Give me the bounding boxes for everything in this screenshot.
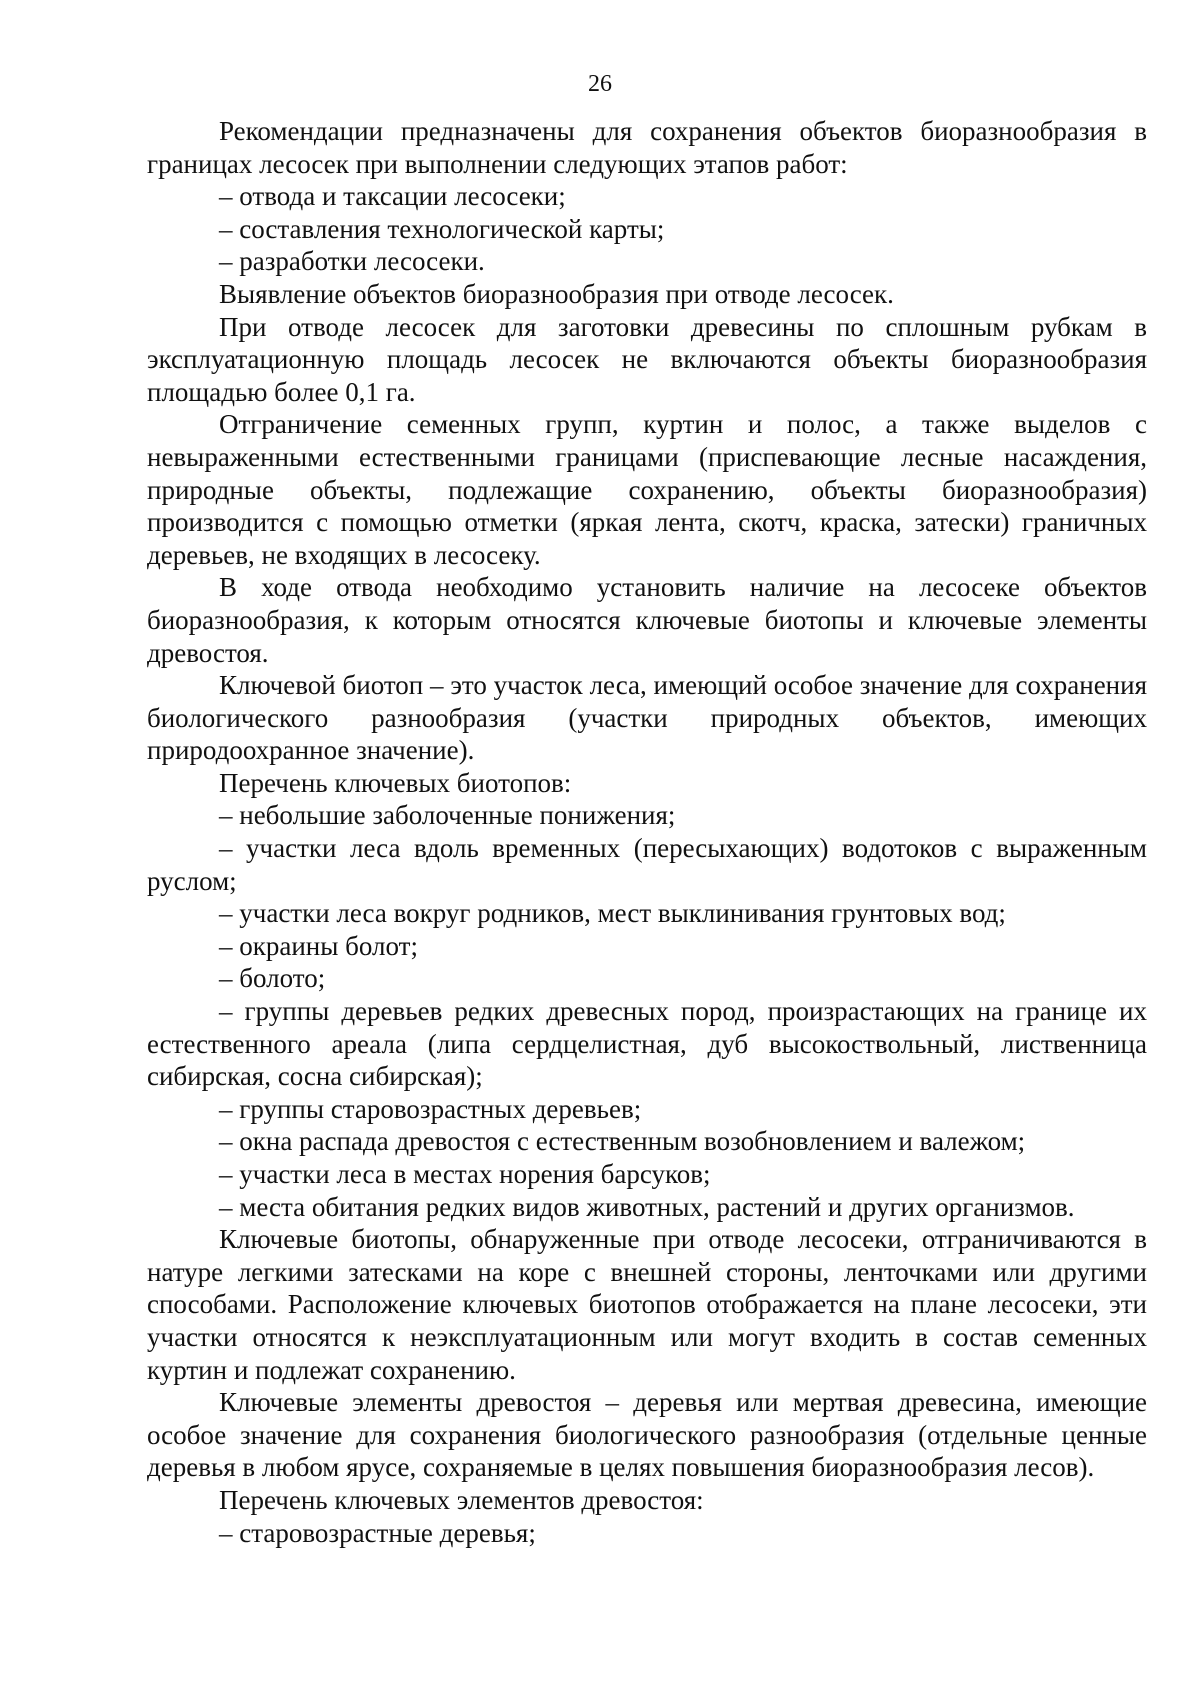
list-item: – небольшие заболоченные понижения; bbox=[219, 800, 676, 831]
list-item: – участки леса в местах норения барсуков; bbox=[219, 1159, 711, 1189]
list-item: – группы старовозрастных деревьев; bbox=[219, 1093, 642, 1124]
list-item: – отвода и таксации лесосеки; bbox=[219, 181, 566, 212]
document-body bbox=[147, 115, 1147, 1549]
paragraph: Ключевые биотопы, обнаруженные при отводе лесосеки, отграничиваются в натуре легкими затесками на коре с внешней стороны, ленточками или другими способами. Расположение ключевых биотопов отображается на плане лесосеки, эти участки относятся к неэксплуатационным или могут входить в состав семенных куртин и подлежат сохранению. bbox=[147, 1224, 1147, 1385]
list-item: – участки леса вдоль временных (пересыхающих) водотоков с выраженным руслом; bbox=[147, 833, 1147, 896]
list-item: – окна распада древостоя с естественным возобновлением и валежом; bbox=[219, 1126, 1026, 1157]
paragraph: При отводе лесосек для заготовки древесины по сплошным рубкам в эксплуатационную площадь лесосек не включаются объекты биоразнообразия площадью более 0,1 га. bbox=[147, 311, 1147, 407]
list-item: – болото; bbox=[219, 963, 326, 994]
list-item: – группы деревьев редких древесных пород, произрастающих на границе их естественного ареала (липа сердцелистная, дуб высокоствольный, лиственница сибирская, сосна сибирская); bbox=[147, 996, 1147, 1092]
paragraph: Перечень ключевых биотопов: bbox=[219, 767, 572, 798]
page-number: 26 bbox=[588, 71, 612, 97]
paragraph: Выявление объектов биоразнообразия при отводе лесосек. bbox=[219, 278, 894, 309]
paragraph: Отграничение семенных групп, куртин и полос, а также выделов с невыраженными естественными границами (приспевающие лесные насаждения, природные объекты, подлежащие сохранению, объекты биоразнообразия) производится с помощью отметки (яркая лента, скотч, краска, затески) граничных деревьев, не входящих в лесосеку. bbox=[147, 409, 1147, 570]
list-item: – старовозрастные деревья; bbox=[219, 1517, 536, 1548]
list-item: – места обитания редких видов животных, растений и других организмов. bbox=[219, 1191, 1075, 1222]
list-item: – участки леса вокруг родников, мест выклинивания грунтовых вод; bbox=[219, 898, 1006, 929]
paragraph: Перечень ключевых элементов древостоя: bbox=[219, 1484, 704, 1515]
list-item: – окраины болот; bbox=[219, 930, 418, 961]
list-item: – разработки лесосеки. bbox=[219, 246, 485, 277]
paragraph: Рекомендации предназначены для сохранения объектов биоразнообразия в границах лесосек при выполнении следующих этапов работ: bbox=[147, 116, 1147, 179]
paragraph: Ключевой биотоп – это участок леса, имеющий особое значение для сохранения биологического разнообразия (участки природных объектов, имеющих природоохранное значение). bbox=[147, 670, 1147, 766]
list-item: – составления технологической карты; bbox=[219, 213, 665, 244]
paragraph: Ключевые элементы древостоя – деревья или мертвая древесина, имеющие особое значение для сохранения биологического разнообразия (отдельные ценные деревья в любом ярусе, сохраняемые в целях повышения биоразнообразия лесов). bbox=[147, 1387, 1147, 1483]
paragraph: В ходе отвода необходимо установить наличие на лесосеке объектов биоразнообразия, к которым относятся ключевые биотопы и ключевые элементы древостоя. bbox=[147, 572, 1147, 668]
